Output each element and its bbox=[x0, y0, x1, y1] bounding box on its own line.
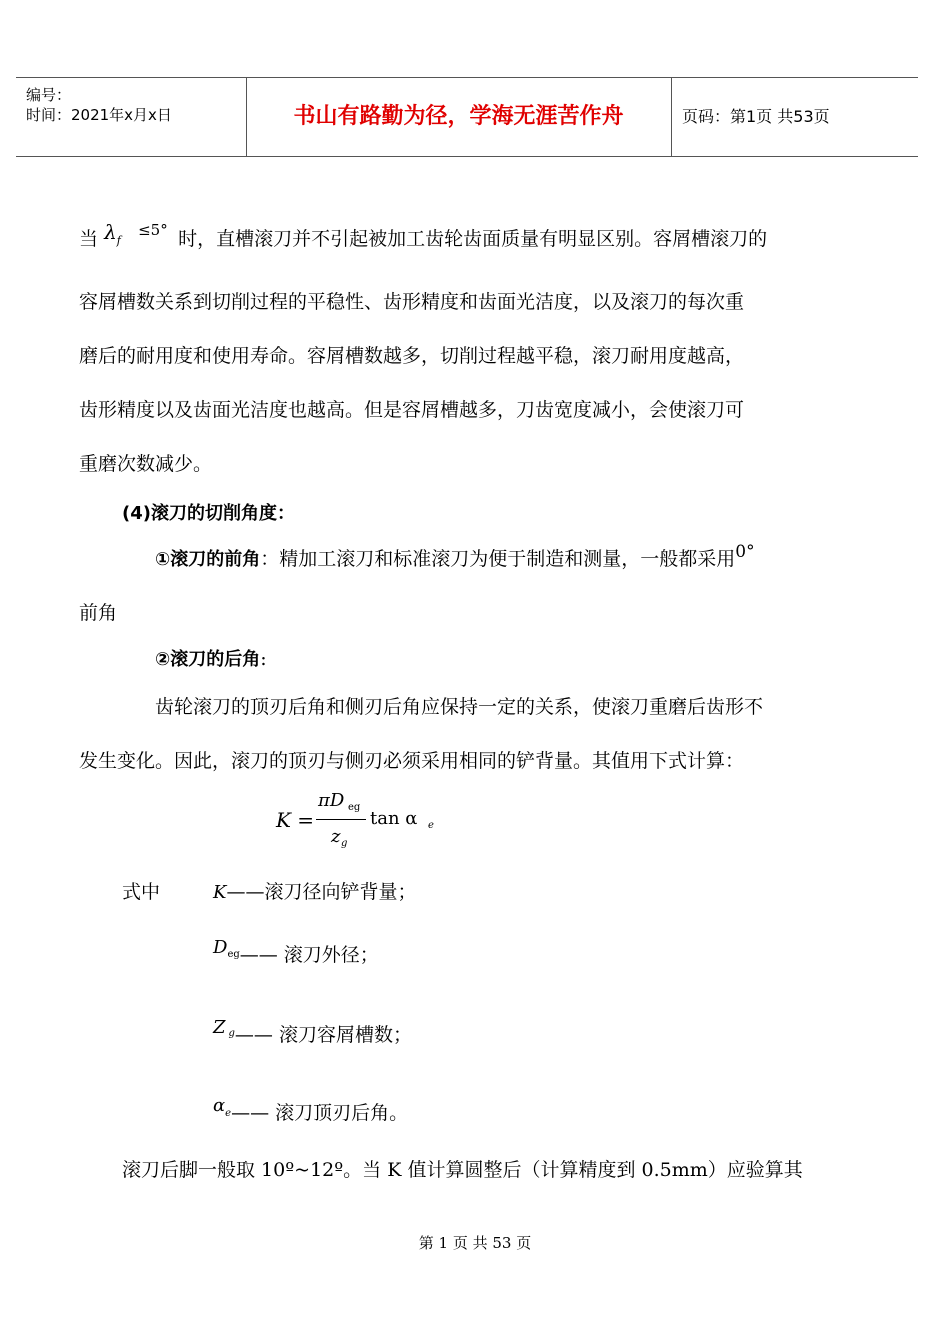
formula bbox=[276, 790, 476, 860]
p1-line3: 磨后的耐用度和使用寿命。容屑槽数越多，切削过程越平稳，滚刀耐用度越高， bbox=[79, 345, 745, 367]
formula-denominator-sub: g bbox=[341, 838, 348, 849]
def-z bbox=[213, 1017, 412, 1047]
fraction-bar bbox=[316, 819, 366, 820]
front-angle-title: ①滚刀的前角 bbox=[155, 549, 261, 570]
formula-denominator: z bbox=[331, 826, 341, 847]
p1-line1-wrap bbox=[79, 220, 768, 253]
rear-angle-line bbox=[155, 645, 267, 671]
def-z-sub: g bbox=[228, 1028, 235, 1039]
number-label: 编号： bbox=[26, 86, 72, 104]
formula-tail: tan α bbox=[370, 808, 418, 829]
p1-line4: 齿形精度以及齿面光洁度也越高。但是容屑槽越多，刀齿宽度减小，会使滚刀可 bbox=[79, 399, 745, 421]
header-meta-cell bbox=[16, 78, 247, 156]
formula-tail-sub: e bbox=[428, 820, 434, 831]
section-heading-4: (4)滚刀的切削角度： bbox=[122, 503, 295, 524]
formula-numerator-sub: eg bbox=[348, 802, 361, 813]
front-angle-line bbox=[155, 544, 755, 571]
def-k-symbol: K bbox=[213, 882, 227, 903]
header-page-info: 页码：第1页 共53页 bbox=[682, 107, 830, 126]
def-d-symbol: D bbox=[213, 937, 228, 958]
last-line: 滚刀后脚一般取 10º~12º。当 K 值计算圆整后（计算精度到 0.5mm）应验算其 bbox=[122, 1159, 803, 1181]
p2-line1: 齿轮滚刀的顶刃后角和侧刃后角应保持一定的关系，使滚刀重磨后齿形不 bbox=[155, 696, 764, 718]
def-d-text: —— 滚刀外径； bbox=[239, 944, 379, 966]
def-k bbox=[213, 877, 416, 904]
p1-line2: 容屑槽数关系到切削过程的平稳性、齿形精度和齿面光洁度，以及滚刀的每次重 bbox=[79, 291, 745, 313]
p1-line5: 重磨次数减少。 bbox=[79, 453, 213, 475]
def-alpha bbox=[213, 1095, 409, 1125]
p1-condition: ≤5° bbox=[138, 221, 168, 239]
def-z-symbol: Z bbox=[213, 1017, 226, 1038]
where-label: 式中 bbox=[122, 881, 161, 903]
lambda-symbol: $\lambda_f$ bbox=[104, 220, 121, 247]
def-k-text: ——滚刀径向铲背量； bbox=[226, 881, 417, 903]
rear-angle-colon: : bbox=[260, 648, 267, 670]
page-footer: 第 1 页 共 53 页 bbox=[418, 1234, 532, 1252]
p1-line1: 时，直槽滚刀并不引起被加工齿轮齿面质量有明显区别。容屑槽滚刀的 bbox=[178, 228, 768, 250]
p2-line2: 发生变化。因此，滚刀的顶刃与侧刃必须采用相同的铲背量。其值用下式计算： bbox=[79, 750, 745, 772]
p1-lead: 当 bbox=[79, 228, 99, 250]
def-d bbox=[213, 937, 379, 967]
header-motto: 书山有路勤为径，学海无涯苦作舟 bbox=[246, 78, 672, 156]
front-angle-end: 前角 bbox=[79, 602, 118, 624]
def-z-text: —— 滚刀容屑槽数； bbox=[234, 1024, 412, 1046]
def-alpha-text: —— 滚刀顶刃后角。 bbox=[231, 1102, 409, 1124]
rear-angle-title: ②滚刀的后角 bbox=[155, 649, 261, 670]
def-alpha-sub: e bbox=[225, 1108, 232, 1119]
time-label: 时间：2021年x月x日 bbox=[26, 106, 172, 124]
front-angle-value: 0° bbox=[735, 542, 755, 562]
formula-lhs: K = bbox=[276, 808, 315, 832]
def-alpha-symbol: α bbox=[213, 1095, 226, 1116]
front-angle-text: ：精加工滚刀和标准滚刀为便于制造和测量，一般都采用 bbox=[260, 548, 736, 570]
formula-numerator: πD bbox=[318, 790, 345, 811]
def-d-sub: eg bbox=[227, 949, 240, 960]
document-header bbox=[16, 77, 918, 157]
